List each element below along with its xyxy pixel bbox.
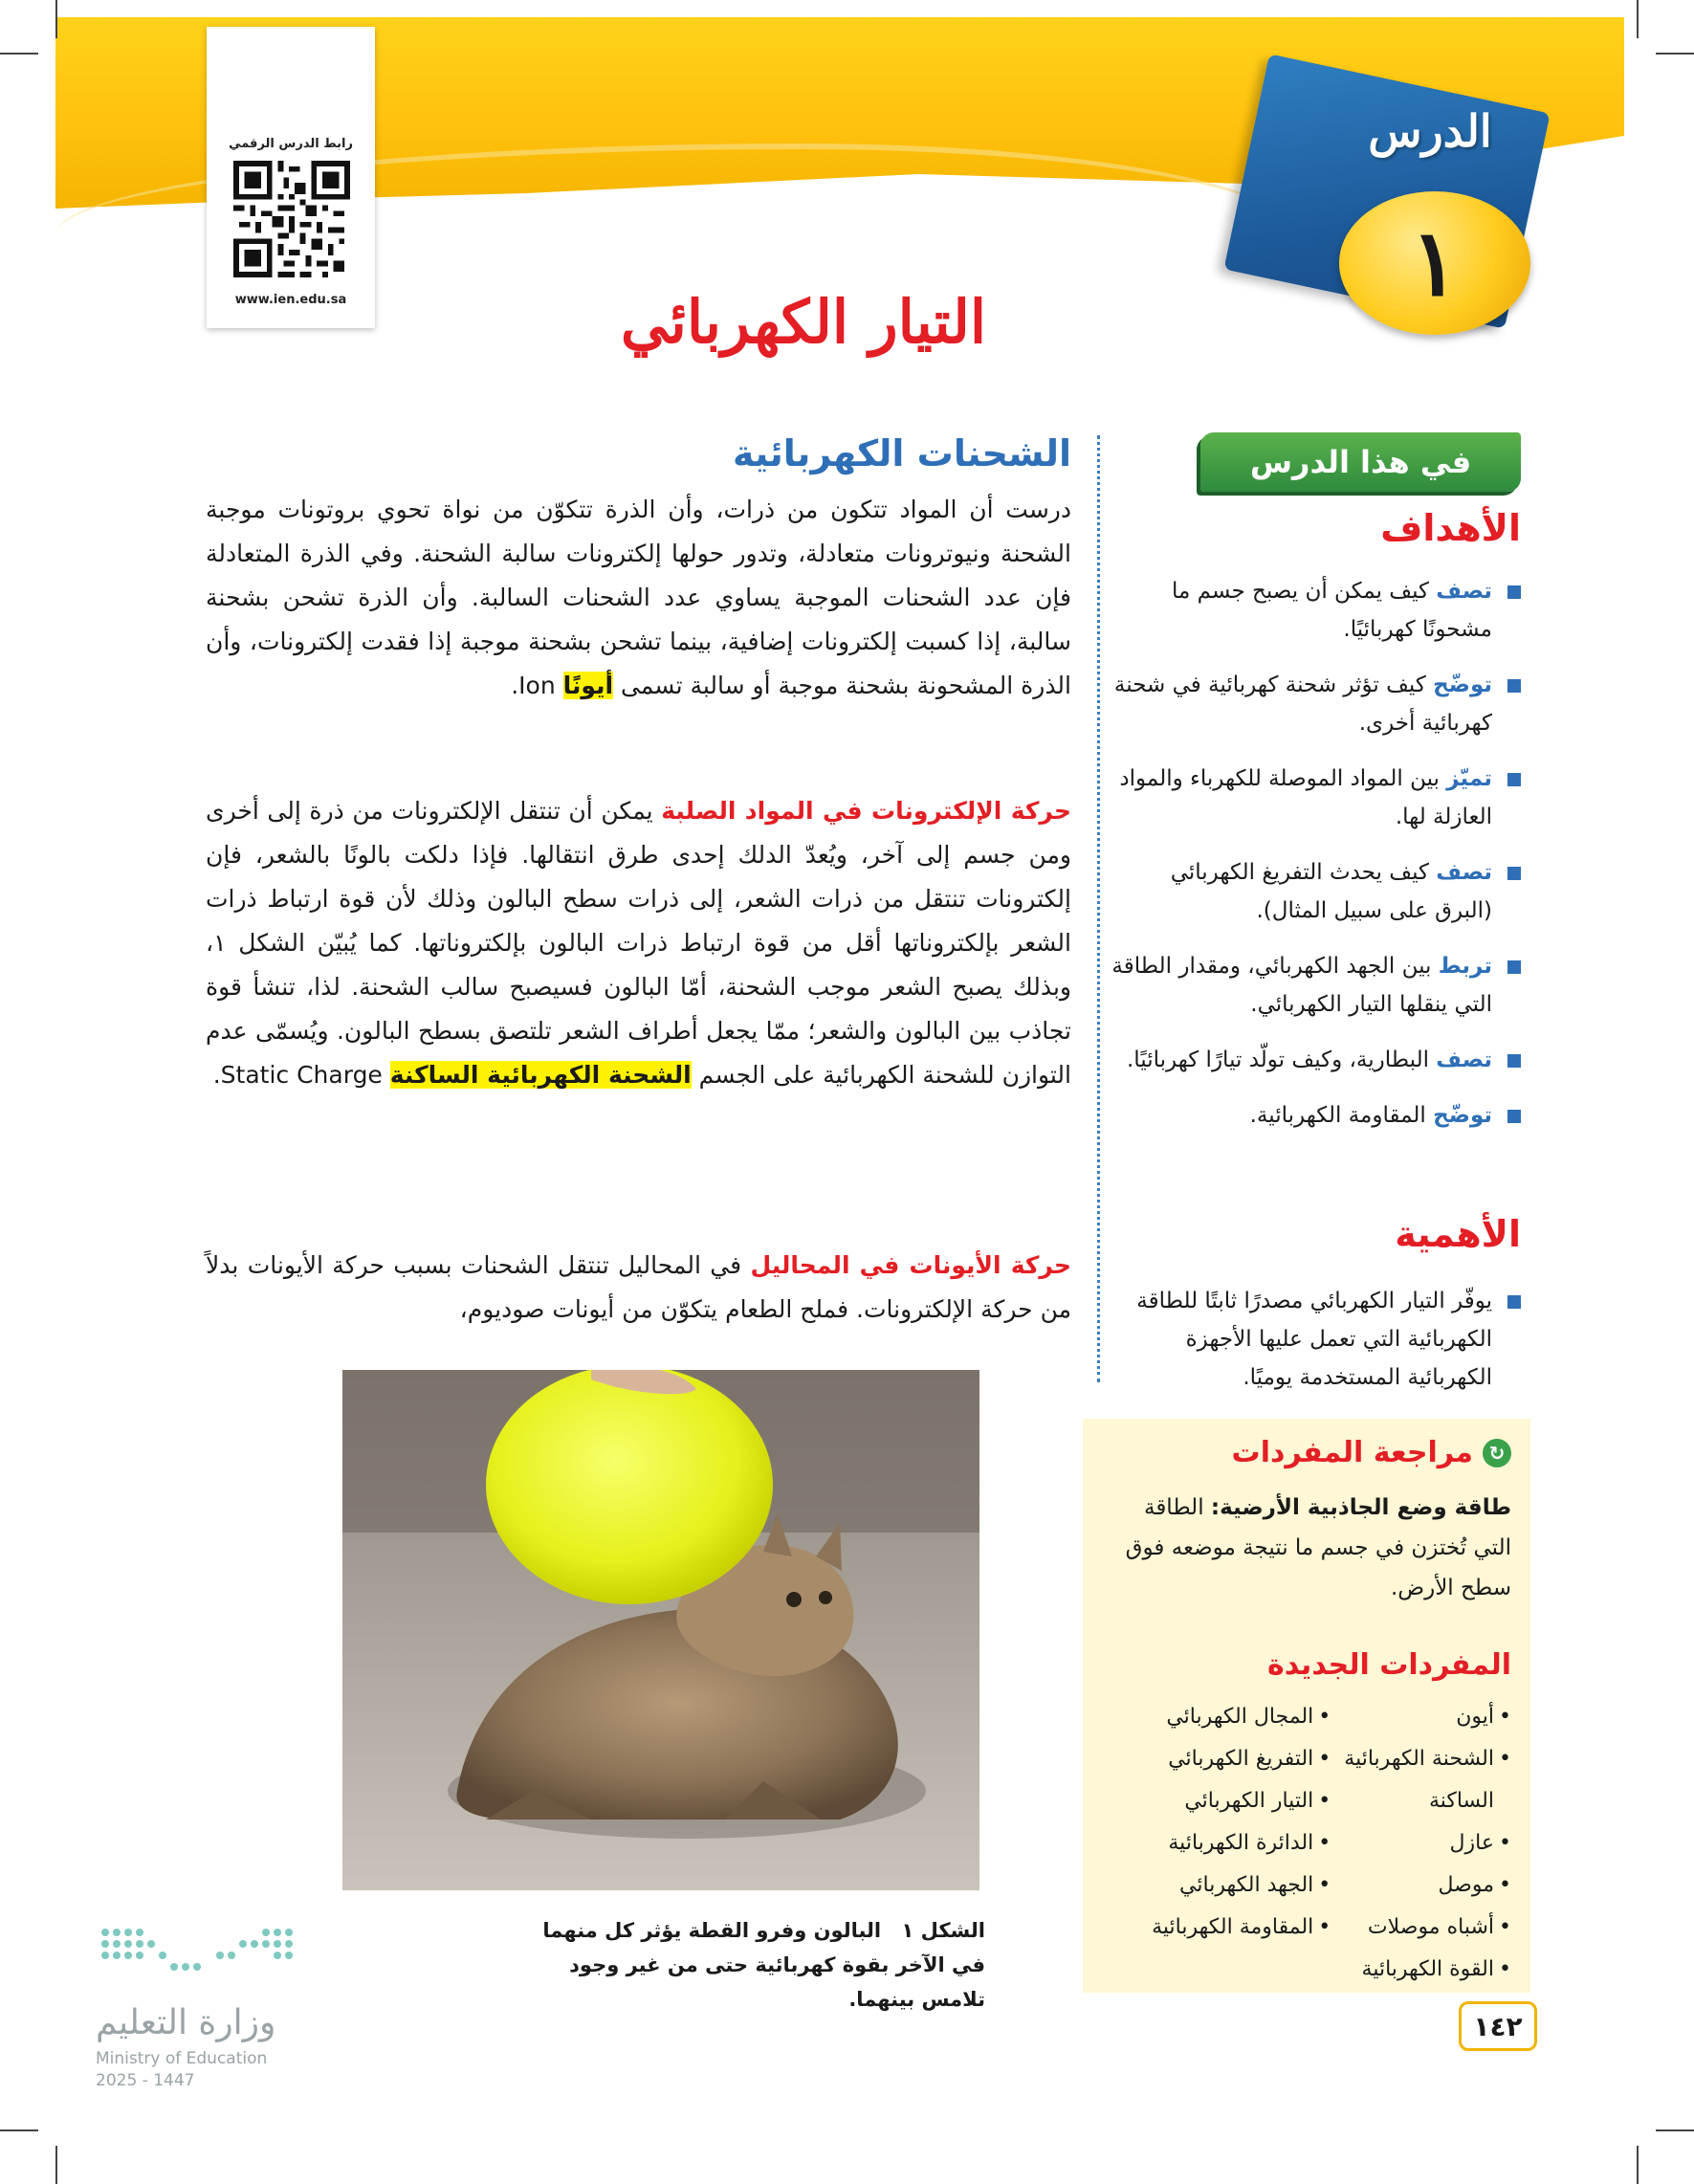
vocab-definition: [1100, 1488, 1511, 1608]
bullet-icon: [1507, 585, 1521, 599]
qr-caption: رابط الدرس الرقمي: [229, 137, 353, 151]
objective-verb: تميّز: [1446, 766, 1492, 791]
crop-mark: [1656, 2129, 1694, 2131]
vocab-term: • أشباه موصلات: [1340, 1907, 1511, 1949]
vocab-term: • الدائرة الكهربائية: [1100, 1822, 1331, 1864]
bullet-icon: [1507, 1054, 1521, 1068]
objective-verb: تصف: [1436, 1048, 1492, 1072]
objective-item: [1110, 947, 1521, 1024]
liquids-text: في المحاليل تنتقل الشحنات بسبب حركة الأيونات بدلاً من حركة الإلكترونات. فملح الطعام يتكوّن من أيونات صوديوم،: [206, 1251, 1071, 1323]
ministry-name-english: Ministry of Education: [96, 2049, 268, 2068]
bullet-icon: [1507, 679, 1521, 693]
importance-text: يوفّر التيار الكهربائي مصدرًا ثابتًا للطاقة الكهربائية التي تعمل عليها الأجهزة الكهربائية المستخدمة يوميًا.: [1136, 1289, 1492, 1390]
vocab-term: • الجهد الكهربائي: [1100, 1864, 1331, 1907]
importance-item: [1110, 1282, 1521, 1397]
objective-text: كيف يمكن أن يصبح جسم ما مشحونًا كهربائيًا.: [1172, 579, 1492, 642]
liquids-runin-heading: حركة الأيونات في المحاليل: [750, 1251, 1072, 1279]
vocab-term: • الشحنة الكهربائية الساكنة: [1340, 1738, 1511, 1822]
vocab-review-title-text: مراجعة المفردات: [1231, 1436, 1473, 1469]
ministry-year: 2025 - 1447: [96, 2071, 195, 2090]
qr-card[interactable]: [207, 27, 375, 328]
importance-list: [1110, 1282, 1521, 1414]
lesson-number-badge: [1339, 191, 1530, 335]
objective-item: [1110, 666, 1521, 742]
objective-item: [1110, 1096, 1521, 1135]
figure-caption: [536, 1913, 985, 2017]
page-number: ١٤٢: [1459, 2001, 1537, 2051]
new-vocab-list: [1100, 1696, 1511, 1991]
importance-heading: الأهمية: [1395, 1213, 1521, 1255]
objective-item: [1110, 760, 1521, 836]
objective-verb: تصف: [1436, 579, 1492, 604]
lesson-number: ١: [1410, 209, 1460, 317]
vocab-term: • المجال الكهربائي: [1100, 1696, 1331, 1738]
liquids-paragraph: [206, 1244, 1071, 1332]
objective-verb: توضّح: [1433, 1103, 1492, 1128]
vocab-term: • عازل: [1340, 1822, 1511, 1864]
objectives-heading: الأهداف: [1380, 507, 1521, 549]
objective-item: [1110, 853, 1521, 930]
intro-text: درست أن المواد تتكون من ذرات، وأن الذرة تتكوّن من نواة تحوي بروتونات موجبة الشحنة ونيوترونات متعادلة، وتدور حولها إلكترونات سالبة الشحنة. وفي الذرة المتعادلة فإن عدد الشحنات الموجبة يساوي عدد الشحنات السالبة. وأن الذرة تشحن بشحنة سالبة، إذا كسبت إلكترونات إضافية، بينما تشحن بشحنة موجبة إذا فقدت إلكترونات، وأن الذرة المشحونة بشحنة موجبة أو سالبة تسمى: [206, 496, 1071, 699]
crop-mark: [55, 0, 57, 38]
bullet-icon: [1507, 1295, 1521, 1309]
crop-mark: [0, 53, 38, 55]
new-vocab-column-1: [1340, 1696, 1511, 1991]
solids-runin-heading: حركة الإلكترونات في المواد الصلبة: [661, 797, 1071, 825]
static-charge-term: الشحنة الكهربائية الساكنة: [389, 1061, 692, 1089]
new-vocab-column-2: [1100, 1696, 1331, 1991]
bullet-icon: [1507, 960, 1521, 974]
crop-mark: [0, 2129, 38, 2131]
bullet-icon: [1507, 1110, 1521, 1123]
crop-mark: [1637, 0, 1639, 38]
objective-text: كيف يحدث التفريغ الكهربائي (البرق على سبيل المثال).: [1170, 860, 1492, 923]
bullet-icon: [1507, 773, 1521, 786]
vocab-term: • التفريغ الكهربائي: [1100, 1738, 1331, 1780]
vocab-review-term: طاقة وضع الجاذبية الأرضية:: [1210, 1495, 1511, 1520]
crop-mark: [1637, 2146, 1639, 2184]
in-this-lesson-banner: في هذا الدرس: [1200, 432, 1521, 492]
objective-text: بين الجهد الكهربائي، ومقدار الطاقة التي ينقلها التيار الكهربائي.: [1111, 954, 1492, 1017]
objective-text: بين المواد الموصلة للكهرباء والمواد العازلة لها.: [1119, 766, 1492, 829]
vocab-term: • القوة الكهربائية: [1340, 1949, 1511, 1991]
vocab-term: • المقاومة الكهربائية: [1100, 1907, 1331, 1949]
crop-mark: [55, 2146, 57, 2184]
vocab-term: • أيون: [1340, 1696, 1511, 1738]
lesson-title: التيار الكهربائي: [620, 287, 987, 357]
vocabulary-box: [1083, 1419, 1530, 1993]
ministry-logo: [96, 1913, 306, 1999]
solids-text: يمكن أن تنتقل الإلكترونات من ذرة إلى أخرى ومن جسم إلى آخر، ويُعدّ الدلك إحدى طرق انتقالها. فإذا دلكت بالونًا بالشعر، فإن إلكترونات تنتقل من ذرات الشعر، إلى ذرات سطح البالون وذلك لأن قوة ارتباط ذرات الشعر بإلكتروناتها أقل من قوة ارتباط ذرات البالون بإلكتروناتها. كما يُبيّن الشكل ١، وبذلك يصبح الشعر موجب الشحنة، أمّا البالون فسيصبح سالب الشحنة. لذا، تنشأ قوة تجاذب بين البالون والشعر؛ ممّا يجعل أطراف الشعر تلتصق بسطح البالون. ويُسمّى عدم التوازن للشحنة الكهربائية على الجسم: [206, 797, 1071, 1089]
objective-verb: تصف: [1436, 860, 1492, 885]
crop-mark: [1656, 53, 1694, 55]
new-vocab-title: المفردات الجديدة: [1267, 1648, 1511, 1682]
objective-verb: توضّح: [1433, 673, 1492, 697]
ministry-name-arabic: وزارة التعليم: [96, 2003, 276, 2042]
objectives-list: [1110, 572, 1521, 1152]
section-heading: الشحنات الكهربائية: [732, 432, 1071, 474]
objective-verb: تربط: [1438, 954, 1492, 979]
solids-paragraph: [206, 789, 1071, 1097]
objective-item: [1110, 572, 1521, 649]
intro-paragraph: [206, 488, 1071, 708]
static-charge-term-en: Static Charge.: [212, 1061, 390, 1089]
qr-code-icon[interactable]: [233, 161, 350, 277]
objective-text: المقاومة الكهربائية.: [1249, 1103, 1434, 1128]
objective-text: البطارية، وكيف تولّد تيارًا كهربائيًا.: [1126, 1048, 1437, 1072]
objective-text: كيف تؤثر شحنة كهربائية في شحنة كهربائية أخرى.: [1113, 673, 1492, 736]
figure-caption-text: البالون وفرو القطة يؤثر كل منهما في الآخر بقوة كهربائية حتى من غير وجود تلامس بينهما.: [542, 1919, 985, 2011]
vocab-term: • التيار الكهربائي: [1100, 1780, 1331, 1822]
qr-url[interactable]: www.ien.edu.sa: [234, 293, 347, 307]
vocab-review-title: [1232, 1436, 1511, 1469]
vocab-term: • موصل: [1340, 1864, 1511, 1907]
recycle-icon: ↻: [1483, 1439, 1511, 1467]
ion-term-en: Ion.: [511, 672, 563, 699]
balloon-kitten-photo: [342, 1370, 979, 1890]
ion-term: أيونًا: [562, 672, 614, 699]
objective-item: [1110, 1041, 1521, 1079]
figure-label: الشكل ١: [901, 1919, 985, 1942]
vocab-review-definition: الطاقة التي تُختزن في جسم ما نتيجة موضعه فوق سطح الأرض.: [1125, 1495, 1511, 1600]
lesson-word: الدرس: [1368, 105, 1492, 157]
sidebar-divider: [1097, 435, 1100, 1382]
bullet-icon: [1507, 867, 1521, 880]
